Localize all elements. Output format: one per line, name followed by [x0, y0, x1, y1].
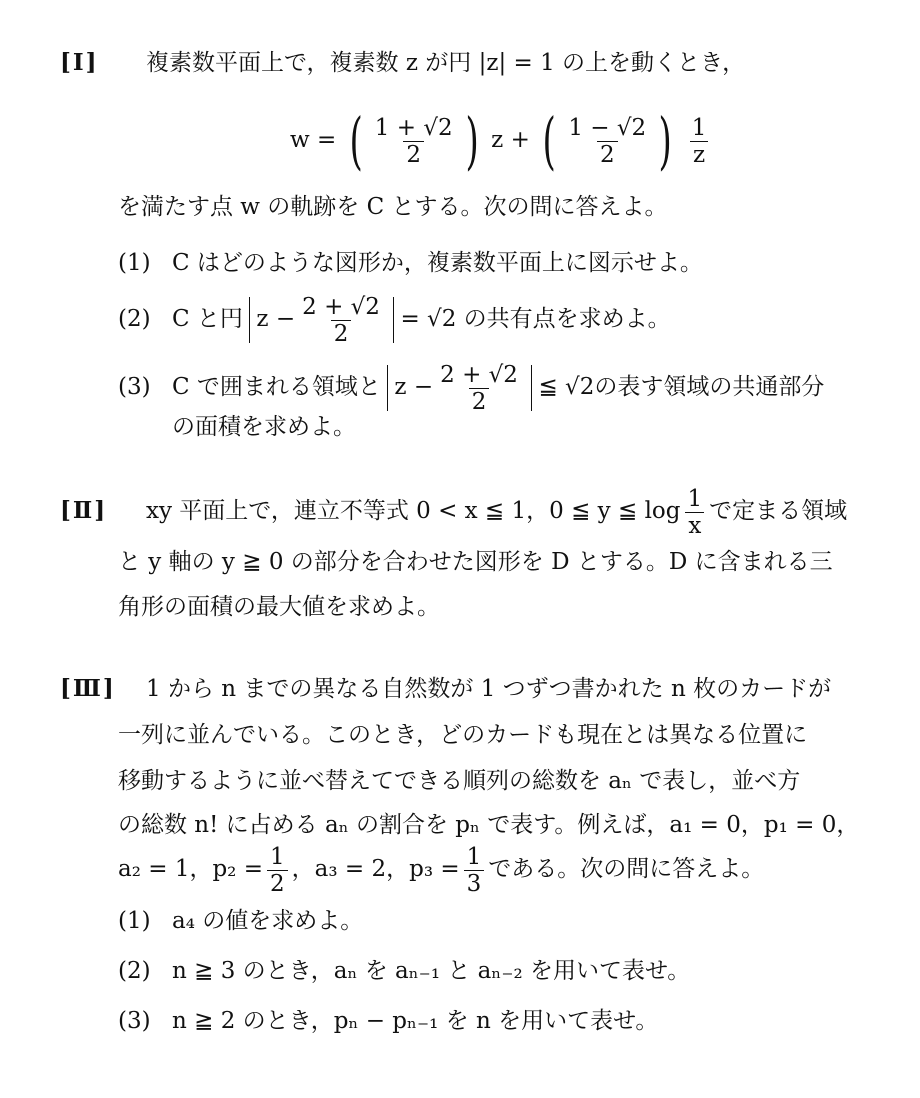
q2-fraction-denominator: 2 [331, 320, 352, 347]
p3-f2-denominator: 3 [464, 870, 485, 897]
q3-fraction-numerator: 2 + √2 [440, 361, 518, 388]
problem-3-q3-num: (3) [118, 1008, 151, 1034]
p2-line1-post: で定まる領域 [709, 498, 848, 524]
abs-bar-right [531, 365, 533, 411]
p2-fraction-numerator: 1 [687, 485, 703, 512]
p3-fraction-p3 [464, 844, 485, 897]
abs-bar-left [249, 297, 251, 343]
fraction-1-denominator: 2 [403, 141, 424, 168]
problem-3-line2: 一列に並んでいる。このとき，どのカードも現在とは異なる位置に [118, 722, 808, 748]
formula-fraction-3 [689, 115, 710, 168]
problem-3-q1-num: (1) [118, 908, 151, 934]
q2-fraction [299, 294, 383, 347]
q3-fraction-denominator: 2 [469, 388, 490, 415]
problem-1-intro: 複素数平面上で，複素数 z が円 |z| = 1 の上を動くとき， [146, 50, 746, 76]
formula-fraction-2 [565, 115, 649, 168]
problem-2-mark: [Ⅱ] [60, 497, 108, 524]
problem-1-q1-text: C はどのような図形か，複素数平面上に図示せよ。 [172, 250, 703, 276]
problem-1-q3-line2: の面積を求めよ。 [172, 414, 356, 440]
fraction-2-numerator: 1 − √2 [568, 114, 647, 141]
q3-fraction [437, 362, 521, 415]
problem-3-mark: [Ⅲ] [60, 675, 116, 702]
formula-mid: z + [491, 127, 530, 153]
q3-z: z − [394, 374, 434, 400]
problem-1-q1-num: (1) [118, 250, 151, 276]
abs-bar-right [393, 297, 395, 343]
q2-pre: C と円 [172, 306, 243, 332]
problem-2-line3: 角形の面積の最大値を求めよ。 [118, 594, 440, 620]
p3-f2-numerator: 1 [466, 843, 482, 870]
p2-line1-pre: xy 平面上で，連立不等式 0 < x ≦ 1，0 ≦ y ≦ log [146, 498, 681, 524]
problem-3-q2-text: n ≧ 3 のとき，aₙ を aₙ₋₁ と aₙ₋₂ を用いて表せ。 [172, 958, 691, 984]
q3-post: ≦ √2の表す領域の共通部分 [538, 374, 825, 400]
abs-bar-left [387, 365, 389, 411]
p3-line5-c: である。次の問に答えよ。 [488, 856, 765, 882]
q2-fraction-numerator: 2 + √2 [302, 293, 380, 320]
q2-z: z − [256, 306, 296, 332]
problem-1-after: を満たす点 w の軌跡を C とする。次の問に答えよ。 [118, 194, 668, 220]
formula-lhs: w = [290, 127, 337, 153]
problem-1-q2-text [172, 290, 671, 348]
problem-1-q3-text [172, 358, 824, 416]
problem-1-q3-num: (3) [118, 374, 151, 400]
p2-log-fraction [685, 486, 706, 539]
p3-fraction-p2 [267, 844, 288, 897]
fraction-3-numerator: 1 [691, 114, 707, 141]
problem-2-line1 [146, 482, 847, 540]
problem-3-q3-text: n ≧ 2 のとき，pₙ − pₙ₋₁ を n を用いて表せ。 [172, 1008, 659, 1034]
problem-3-line1: 1 から n までの異なる自然数が 1 つずつ書かれた n 枚のカードが [146, 676, 832, 702]
problem-3-line3: 移動するように並べ替えてできる順列の総数を aₙ で表し，並べ方 [118, 768, 801, 794]
q3-pre: C で囲まれる領域と [172, 374, 381, 400]
fraction-1-numerator: 1 + √2 [374, 114, 453, 141]
p3-line5-a: a₂ = 1，p₂ = [118, 856, 263, 882]
right-paren: ) [465, 104, 479, 177]
p3-f1-numerator: 1 [270, 843, 285, 870]
problem-3-line4: の総数 n! に占める aₙ の割合を pₙ で表す。例えば，a₁ = 0，p₁ = 0， [118, 812, 860, 838]
right-paren: ) [658, 104, 672, 177]
problem-3-q2-num: (2) [118, 958, 151, 984]
p3-line5-b: ，a₃ = 2，p₃ = [291, 856, 460, 882]
fraction-3-denominator: z [690, 141, 708, 168]
p2-fraction-denominator: x [685, 512, 704, 539]
fraction-2-denominator: 2 [597, 141, 618, 168]
problem-1-q2-num: (2) [118, 306, 151, 332]
formula-fraction-1 [372, 115, 456, 168]
q2-post: = √2 の共有点を求めよ。 [400, 306, 671, 332]
problem-1-mark: [Ⅰ] [60, 49, 99, 76]
problem-3-q1-text: a₄ の値を求めよ。 [172, 908, 364, 934]
problem-2-line2: と y 軸の y ≧ 0 の部分を合わせた図形を D とする。D に含まれる三 [118, 549, 833, 575]
problem-1-formula [290, 104, 713, 177]
p3-f1-denominator: 2 [267, 870, 288, 897]
left-paren: ( [349, 104, 363, 177]
left-paren: ( [542, 104, 556, 177]
problem-3-line5 [118, 840, 764, 898]
